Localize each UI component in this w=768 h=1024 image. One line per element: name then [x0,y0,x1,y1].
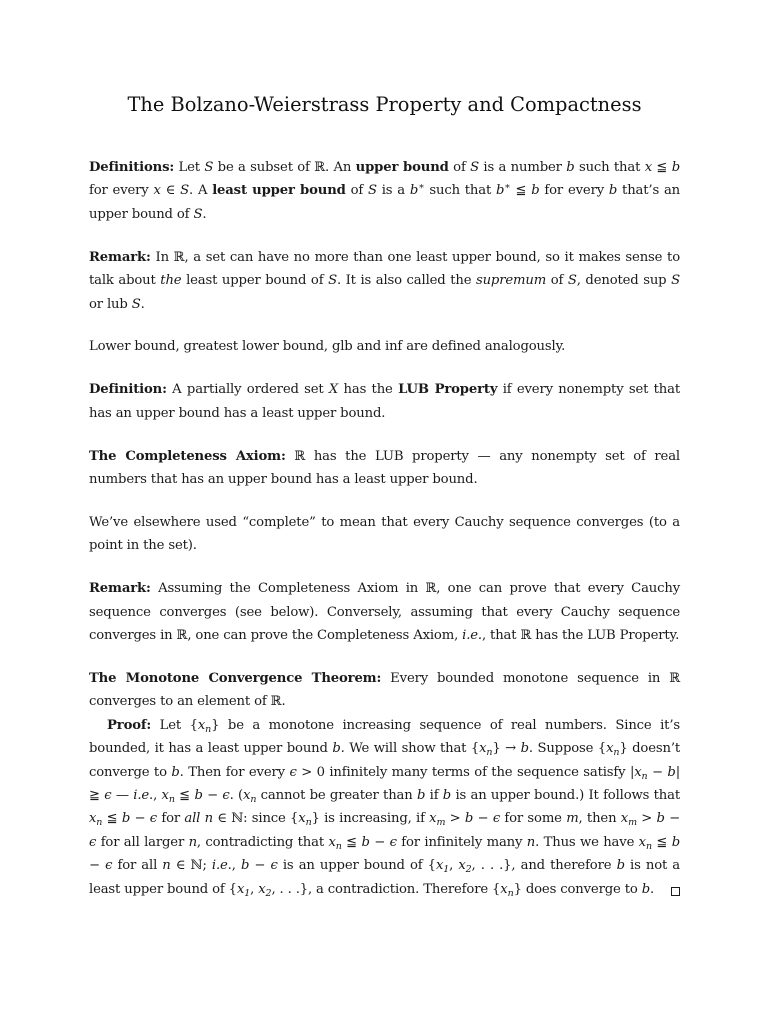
completeness-axiom-text: ℝ has the LUB property — any nonempty set of real numbers that has an upper bound has a least upper bound. [89,448,680,488]
lower-bound-paragraph: Lower bound, greatest lower bound, glb and inf are defined analogously. [89,339,566,355]
lub-definition-text: A partially ordered set X has the LUB Property if every nonempty set that has an upper bound has a least upper bound. [89,382,680,421]
definitions-label: Definitions: [89,160,175,175]
proof-paragraph [89,714,680,901]
remark-supremum-text: In ℝ, a set can have no more than one least upper bound, so it makes sense to talk about the least upper bound of S. It is also called the supremum of S, denoted sup S or lub S. [89,249,680,312]
remark-supremum-paragraph [89,246,680,316]
lub-definition-paragraph [89,378,680,425]
page-title: The Bolzano-Weierstrass Property and Compactness [127,93,642,116]
proof-text: Let $\{x_n\}$ be a monotone increasing sequence of real numbers. Since it’s bounded, it has a least upper bound b. We will show that $\{x_n\} \to b$. Suppose $\{x_n\}$ doesn’t converge to b. Then for every ϵ > 0 infinitely many terms of the sequence satisfy $|x_n - b|$ ≧ ϵ — i.e., $x_n$ ≦ b − ϵ. ($x_n$ cannot be greater than b if b is an upper bound.) It follows that $x_n$ ≦ b − ϵ for all n ∈ ℕ: since $\{x_n\}$ is increasing, if $x_m > b - \epsilon$ for some m, then $x_m > b - \epsilon$ for all larger n, contradicting that $x_n$ ≦ b − ϵ for infinitely many n. Thus we have $x_n$ ≦ b − ϵ for all n ∈ ℕ; i.e., b − ϵ is an upper bound of {$x_1$, $x_2$, . . .}, and therefore b is not a least upper bound of {$x_1$, $x_2$, . . .}, a contradiction. Therefore $\{x_n\}$ does converge to b. [89,717,681,899]
remark-label: Remark: [89,249,151,265]
monotone-theorem-paragraph [89,667,680,714]
definitions-text: Let S be a subset of ℝ. An upper bound of S is a number b such that x ≦ b for every x ∈ S. A least upper bound of S is a b∗ such that b∗ ≦ b for every b that’s an upper bound of S. [89,160,681,222]
complete-usage-paragraph: We’ve elsewhere used “complete” to mean that every Cauchy sequence converges (to a point in the set). [89,514,680,554]
remark-label-2: Remark: [89,581,151,597]
qed-square-icon [671,887,680,896]
remark-cauchy-text: Assuming the Completeness Axiom in ℝ, one can prove that every Cauchy sequence converges (see below). Conversely, assuming that every Cauchy sequence converges in ℝ, one can prove the Completeness Axiom, i.e., that ℝ has the LUB Property. [89,581,680,644]
definitions-paragraph [89,156,680,226]
monotone-theorem-label: The Monotone Convergence Theorem: [89,671,382,686]
completeness-axiom-label: The Completeness Axiom: [89,448,286,464]
monotone-theorem-text: Every bounded monotone sequence in ℝ converges to an element of ℝ. [89,671,680,710]
definition-label: Definition: [89,382,167,398]
remark-cauchy-paragraph [89,577,680,647]
proof-label: Proof: [107,717,152,733]
completeness-axiom-paragraph [89,445,680,492]
